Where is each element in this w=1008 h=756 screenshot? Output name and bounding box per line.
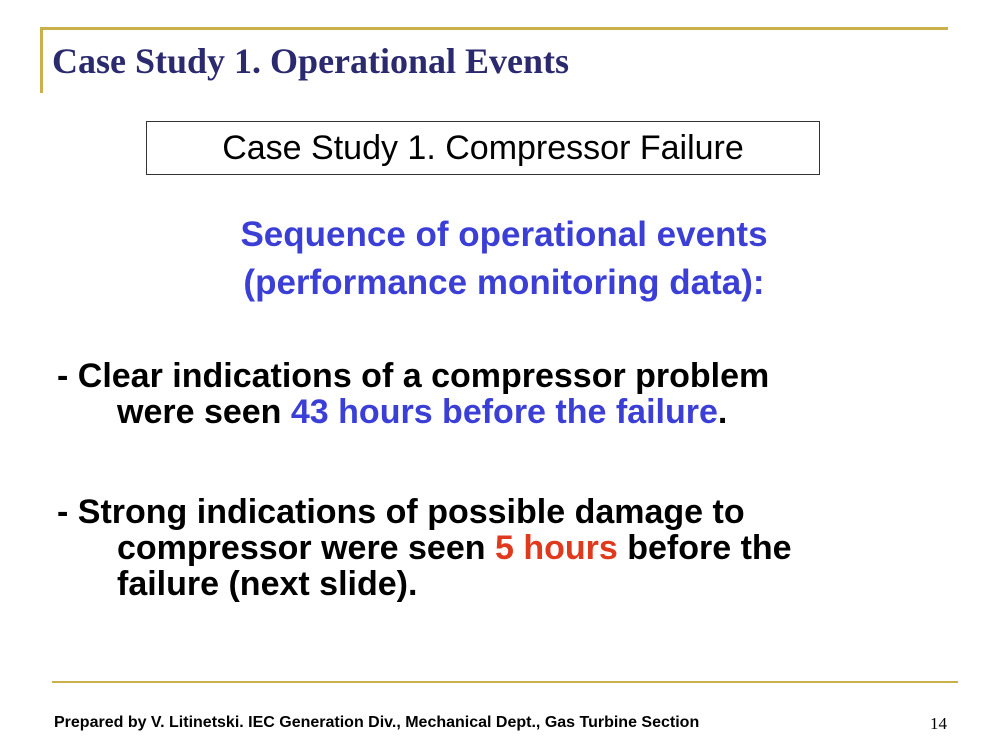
bullet1-line-2 bbox=[57, 394, 957, 430]
title-frame-left-rule bbox=[40, 27, 43, 93]
page-number: 14 bbox=[930, 714, 947, 733]
bullet2-line-2-post: before the bbox=[617, 529, 792, 567]
bullet2-highlight: 5 hours bbox=[494, 529, 618, 567]
footer-divider bbox=[52, 681, 958, 683]
boxed-heading-text: Case Study 1. Compressor Failure bbox=[222, 128, 744, 167]
footer-credit: Prepared by V. Litinetski. IEC Generation Div., Mechanical Dept., Gas Turbine Section bbox=[54, 714, 700, 731]
slide-title: Case Study 1. Operational Events bbox=[52, 41, 570, 81]
bullet2-line-3: failure (next slide). bbox=[117, 565, 418, 603]
bullet-possible-damage bbox=[57, 494, 957, 602]
bullet1-line-2-post: . bbox=[717, 393, 728, 431]
bullet-compressor-problem bbox=[57, 358, 957, 430]
boxed-heading bbox=[146, 121, 820, 175]
bullet1-line-2-pre: were seen bbox=[117, 393, 291, 431]
bullet1-line-1: - Clear indications of a compressor problem bbox=[57, 357, 770, 395]
bullet1-highlight: 43 hours before the failure bbox=[290, 393, 718, 431]
bullet2-line-2-pre: compressor were seen bbox=[117, 529, 495, 567]
subheading-line-1: Sequence of operational events bbox=[240, 215, 768, 254]
title-frame-top-rule bbox=[40, 27, 948, 30]
bullet2-line-1: - Strong indications of possible damage to bbox=[57, 493, 745, 531]
bullet2-line-2 bbox=[57, 530, 957, 566]
subheading-line-2: (performance monitoring data): bbox=[243, 263, 765, 302]
subheading bbox=[0, 211, 1008, 307]
